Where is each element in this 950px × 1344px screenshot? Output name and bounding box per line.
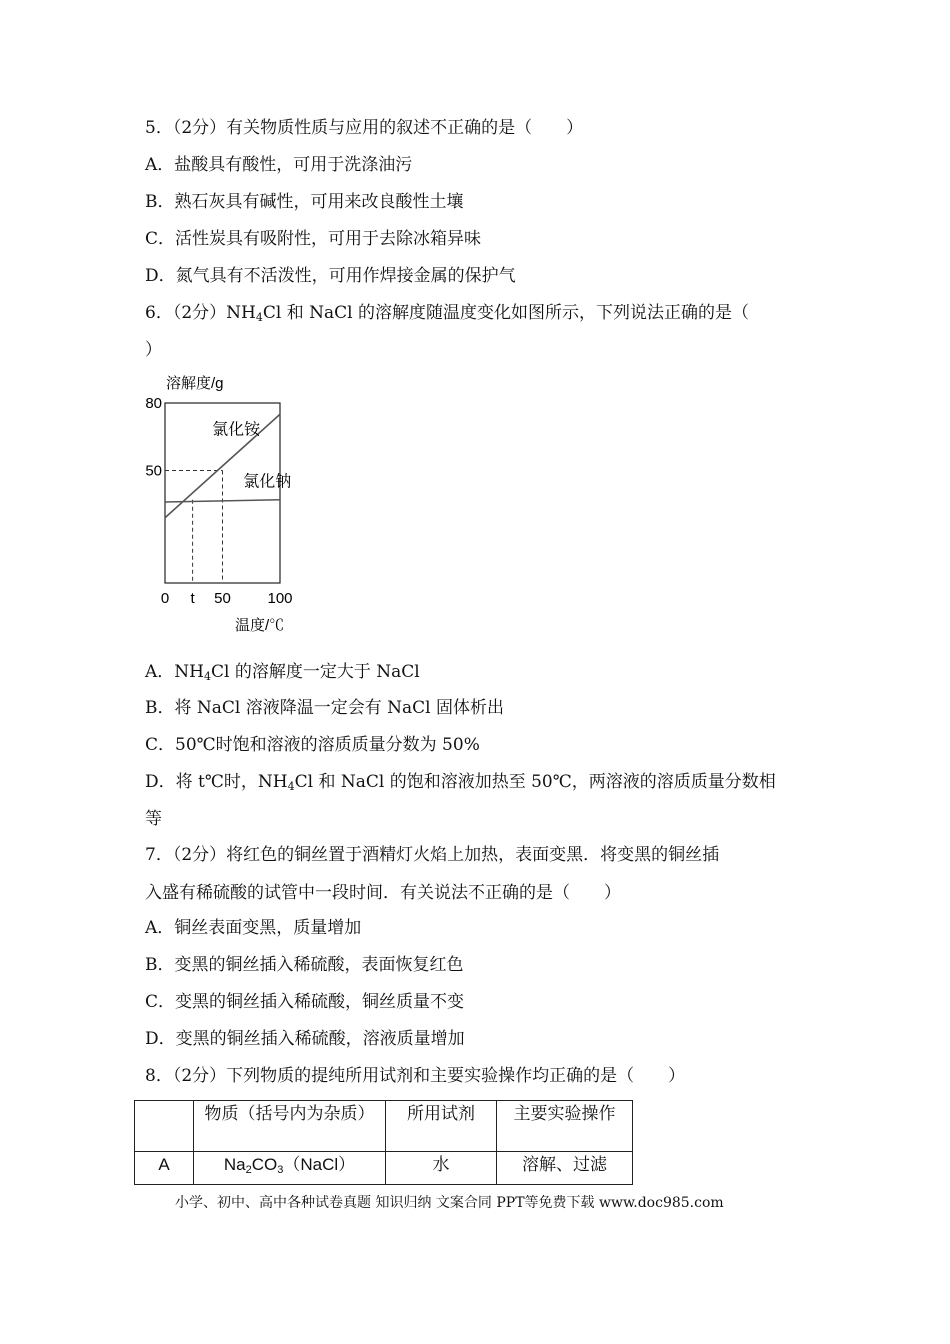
solubility-chart <box>140 370 320 640</box>
q5-option-c: C．活性炭具有吸附性，可用于去除冰箱异味 <box>145 229 482 249</box>
header-cell-substance: 物质（括号内为杂质） <box>194 1101 386 1152</box>
q6-option-a: A．$NH_4Cl$ 的溶解度一定大于 NaCl <box>145 662 420 683</box>
x-tick-label: 0 <box>160 590 170 607</box>
y-tick-label: 50 <box>145 462 162 480</box>
row-reagent: 水 <box>386 1152 497 1185</box>
y-axis-label: 溶解度/g <box>166 375 224 392</box>
y-tick-label: 80 <box>145 395 162 412</box>
q8-table <box>134 1100 633 1185</box>
q7-stem: 7．（2分）将红色的铜丝置于酒精灯火焰上加热，表面变黑．将变黑的铜丝插 <box>145 845 720 865</box>
q6-option-d-continued: 等 <box>145 809 162 829</box>
x-tick-label: 100 <box>267 590 293 607</box>
header-cell-operation: 主要实验操作 <box>497 1101 633 1152</box>
header-cell-reagent: 所用试剂 <box>386 1101 497 1152</box>
q7-option-d: D．变黑的铜丝插入稀硫酸，溶液质量增加 <box>145 1029 465 1049</box>
q5-option-a: A．盐酸具有酸性，可用于洗涤油污 <box>145 155 413 175</box>
q7-stem-continued: 入盛有稀硫酸的试管中一段时间．有关说法不正确的是（ ） <box>145 883 621 903</box>
dashed-guides <box>165 471 223 584</box>
x-axis-label: 温度/℃ <box>235 617 285 634</box>
q5-stem: 5．（2分）有关物质性质与应用的叙述不正确的是（ ） <box>145 118 584 138</box>
q6-option-d: D．将 t℃时，$NH_4Cl$ 和 NaCl 的饱和溶液加热至 50℃，两溶液的溶质质量分数相 <box>145 772 776 793</box>
row-label: A <box>135 1152 194 1185</box>
q6-option-c: C．50℃时饱和溶液的溶质质量分数为 50% <box>145 735 480 755</box>
x-tick-label: 50 <box>214 590 231 607</box>
table-header-row <box>135 1101 633 1152</box>
q7-option-a: A．铜丝表面变黑，质量增加 <box>145 918 362 938</box>
footer-note: 小学、初中、高中各种试卷真题 知识归纳 文案合同 PPT等免费下载 www.doc985.com <box>175 1195 724 1211</box>
row-substance: $Na_2CO_3(NaCl)$ <box>194 1152 386 1185</box>
header-cell-blank <box>135 1101 194 1152</box>
q8-stem: 8．（2分）下列物质的提纯所用试剂和主要实验操作均正确的是（ ） <box>145 1066 686 1086</box>
q5-option-d: D．氮气具有不活泼性，可用作焊接金属的保护气 <box>145 266 516 286</box>
series-label-ammonium-chloride: 氯化铵 <box>212 421 261 439</box>
q7-option-c: C．变黑的铜丝插入稀硫酸，铜丝质量不变 <box>145 992 465 1012</box>
q7-option-b: B．变黑的铜丝插入稀硫酸，表面恢复红色 <box>145 955 464 975</box>
row-operation: 溶解、过滤 <box>497 1152 633 1185</box>
x-tick-label: t <box>190 590 195 607</box>
q6-option-b: B．将 NaCl 溶液降温一定会有 NaCl 固体析出 <box>145 698 505 718</box>
q6-stem-continued: ） <box>145 340 162 360</box>
q5-option-b: B．熟石灰具有碱性，可用来改良酸性土壤 <box>145 192 464 212</box>
series-label-sodium-chloride: 氯化钠 <box>243 473 292 491</box>
q6-stem: 6．（2分）$NH_4Cl$ 和 NaCl 的溶解度随温度变化如图所示，下列说法正确的是（ <box>145 303 749 324</box>
series-line-1 <box>165 500 280 502</box>
table-row <box>135 1152 633 1185</box>
